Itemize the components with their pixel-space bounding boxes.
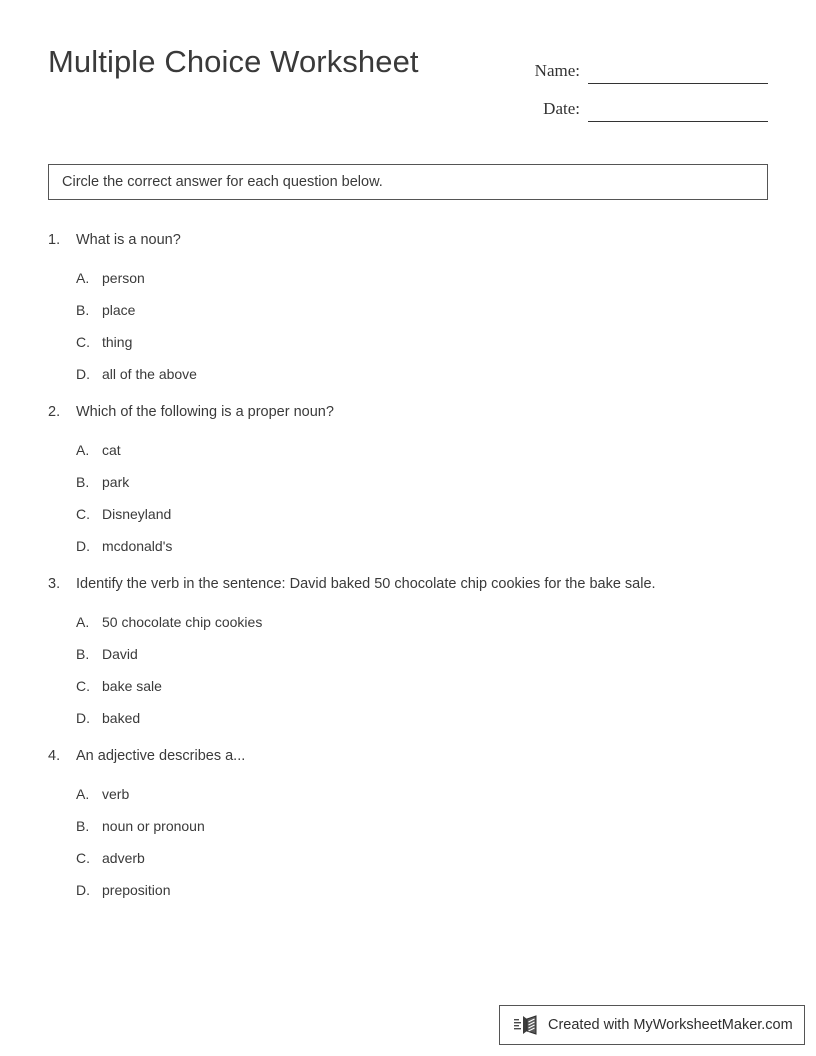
question-block	[48, 231, 778, 383]
option-letter: A.	[76, 614, 90, 630]
option-row[interactable]	[76, 785, 778, 803]
option-row[interactable]	[76, 473, 778, 491]
option-text: all of the above	[102, 366, 197, 382]
option-row[interactable]	[76, 709, 778, 727]
option-row[interactable]	[76, 645, 778, 663]
option-letter: D.	[76, 366, 90, 382]
option-text: bake sale	[102, 678, 162, 694]
option-text: park	[102, 474, 130, 490]
question-block	[48, 575, 778, 727]
question-text: What is a noun?	[76, 232, 181, 248]
instruction-text: Circle the correct answer for each question below.	[62, 174, 383, 190]
date-label: Date:	[543, 99, 580, 118]
option-row[interactable]	[76, 441, 778, 459]
page-title: Multiple Choice Worksheet	[48, 44, 419, 79]
option-list	[48, 441, 778, 555]
question-line	[48, 747, 778, 766]
option-letter: C.	[76, 850, 90, 866]
option-text: verb	[102, 786, 130, 802]
instruction-box	[48, 164, 768, 200]
option-row[interactable]	[76, 333, 778, 351]
question-block	[48, 747, 778, 899]
question-text: An adjective describes a...	[76, 748, 246, 764]
option-row[interactable]	[76, 677, 778, 695]
option-letter: C.	[76, 506, 90, 522]
option-row[interactable]	[76, 537, 778, 555]
option-letter: B.	[76, 646, 90, 662]
question-text: Which of the following is a proper noun?	[76, 404, 334, 420]
option-row[interactable]	[76, 849, 778, 867]
option-list	[48, 785, 778, 899]
option-row[interactable]	[76, 881, 778, 899]
option-text: noun or pronoun	[102, 818, 205, 834]
option-letter: C.	[76, 678, 90, 694]
option-text: baked	[102, 710, 141, 726]
option-text: cat	[102, 442, 121, 458]
question-number: 3.	[48, 576, 61, 592]
question-number: 2.	[48, 404, 61, 420]
worksheet-header	[48, 42, 768, 132]
option-letter: A.	[76, 270, 90, 286]
worksheet-maker-logo-icon	[514, 1014, 540, 1036]
question-line	[48, 231, 778, 250]
option-letter: B.	[76, 818, 90, 834]
option-text: adverb	[102, 850, 145, 866]
option-text: preposition	[102, 882, 171, 898]
option-text: thing	[102, 334, 133, 350]
question-line	[48, 403, 778, 422]
question-number: 4.	[48, 748, 61, 764]
date-input-line[interactable]	[588, 99, 768, 122]
option-letter: D.	[76, 882, 90, 898]
option-letter: A.	[76, 786, 90, 802]
option-text: mcdonald's	[102, 538, 173, 554]
option-letter: D.	[76, 710, 90, 726]
option-text: Disneyland	[102, 506, 172, 522]
option-list	[48, 269, 778, 383]
name-row	[516, 46, 768, 84]
option-letter: A.	[76, 442, 90, 458]
option-text: place	[102, 302, 136, 318]
option-row[interactable]	[76, 505, 778, 523]
option-list	[48, 613, 778, 727]
option-text: 50 chocolate chip cookies	[102, 614, 263, 630]
name-input-line[interactable]	[588, 61, 768, 84]
question-number: 1.	[48, 232, 61, 248]
date-row	[516, 84, 768, 122]
question-block	[48, 403, 778, 555]
footer-badge[interactable]	[499, 1005, 805, 1045]
question-line	[48, 575, 778, 594]
option-row[interactable]	[76, 301, 778, 319]
question-list	[48, 231, 778, 919]
option-letter: B.	[76, 302, 90, 318]
option-letter: D.	[76, 538, 90, 554]
name-label: Name:	[534, 61, 580, 80]
option-letter: B.	[76, 474, 90, 490]
option-row[interactable]	[76, 269, 778, 287]
option-row[interactable]	[76, 817, 778, 835]
name-date-block	[516, 46, 768, 122]
footer-badge-text: Created with MyWorksheetMaker.com	[548, 1017, 793, 1033]
option-row[interactable]	[76, 365, 778, 383]
option-text: person	[102, 270, 145, 286]
question-text: Identify the verb in the sentence: David baked 50 chocolate chip cookies for the bake sale.	[76, 576, 656, 592]
option-letter: C.	[76, 334, 90, 350]
option-text: David	[102, 646, 138, 662]
option-row[interactable]	[76, 613, 778, 631]
